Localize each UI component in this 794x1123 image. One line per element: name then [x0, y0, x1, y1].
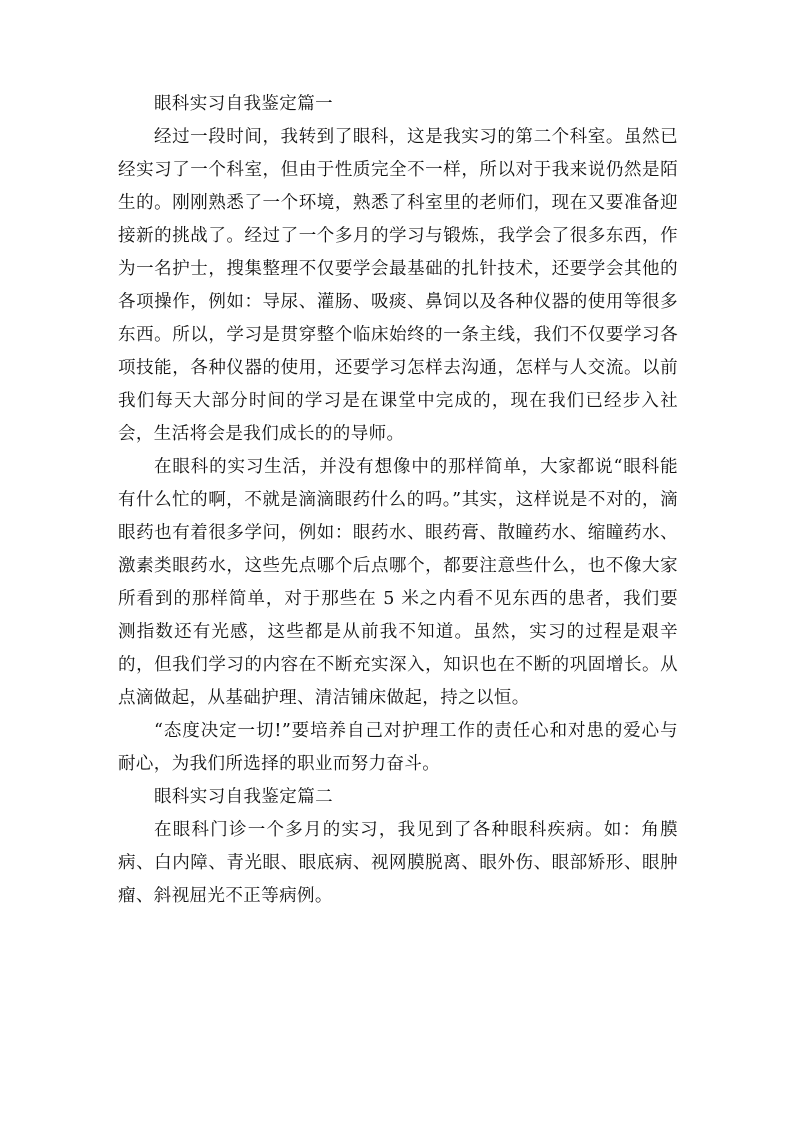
section-heading-2: 眼科实习自我鉴定篇二	[154, 787, 333, 807]
section2-paragraph-1: 在眼科门诊一个多月的实习，我见到了各种眼科疾病。如：角膜病、白内障、青光眼、眼底病、视网膜脱离、眼外伤、眼部矫形、眼肿瘤、斜视屈光不正等病例。	[118, 820, 678, 906]
section-heading-1: 眼科实习自我鉴定篇一	[154, 94, 333, 114]
section1-paragraph-1: 经过一段时间，我转到了眼科，这是我实习的第二个科室。虽然已经实习了一个科室，但由于性质完全不一样，所以对于我来说仍然是陌生的。刚刚熟悉了一个环境，熟悉了科室里的老师们，现在又要准备迎接新的挑战了。经过了一个多月的学习与锻炼，我学会了很多东西，作为一名护士，搜集整理不仅要学会最基础的扎针技术，还要学会其他的各项操作，例如：导尿、灌肠、吸痰、鼻饲以及各种仪器的使用等很多东西。所以，学习是贯穿整个临床始终的一条主线，我们不仅要学习各项技能，各种仪器的使用，还要学习怎样去沟通，怎样与人交流。以前我们每天大部分时间的学习是在课堂中完成的，现在我们已经步入社会，生活将会是我们成长的的导师。	[118, 127, 678, 444]
section1-paragraph-2: 在眼科的实习生活，并没有想像中的那样简单，大家都说“眼科能有什么忙的啊，不就是滴滴眼药什么的吗。”其实，这样说是不对的，滴眼药也有着很多学问，例如：眼药水、眼药膏、散瞳药水、缩瞳药水、激素类眼药水，这些先点哪个后点哪个，都要注意些什么，也不像大家所看到的那样简单，对于那些在 5 米之内看不见东西的患者，我们要测指数还有光感，这些都是从前我不知道。虽然，实习的过程是艰辛的，但我们学习的内容在不断充实深入，知识也在不断的巩固增长。从点滴做起，从基础护理、清洁铺床做起，持之以恒。	[118, 457, 678, 708]
section1-paragraph-3: “态度决定一切!”要培养自己对护理工作的责任心和对患的爱心与耐心，为我们所选择的职业而努力奋斗。	[118, 721, 678, 774]
document-page	[118, 88, 678, 913]
